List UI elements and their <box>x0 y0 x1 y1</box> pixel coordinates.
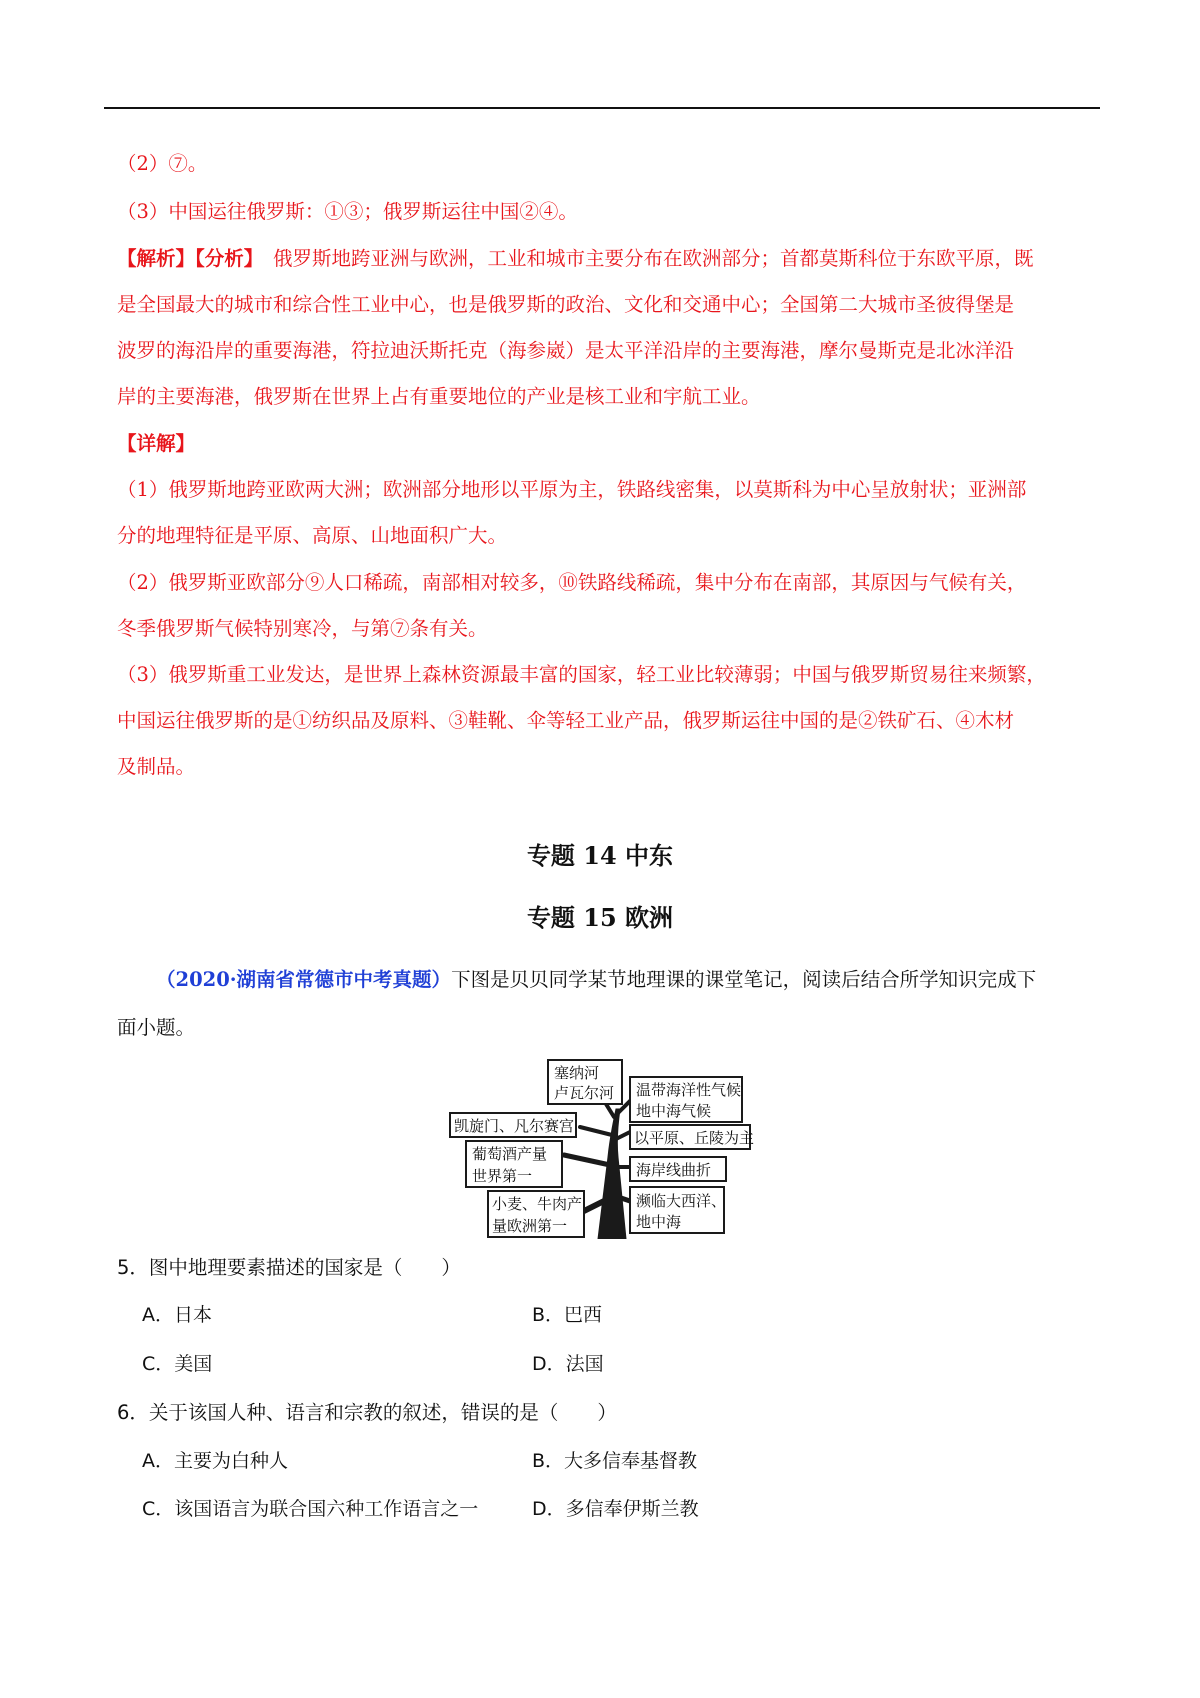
question-5 <box>117 1252 461 1280</box>
detail-p2-line-1: （2）俄罗斯亚欧部分⑨人口稀疏，南部相对较多，⑩铁路线稀疏，集中分布在南部，其原因与气候有关， <box>117 571 1027 594</box>
detail-p1-line-2: 分的地理特征是平原、高原、山地面积广大。 <box>117 524 508 547</box>
q5-option-c: C．美国 <box>142 1353 213 1375</box>
detail-p2-line-2: 冬季俄罗斯气候特别寒冷，与第⑦条有关。 <box>117 617 488 640</box>
q6-option-b: B．大多信奉基督教 <box>532 1450 698 1472</box>
label-seas-2: 地中海 <box>636 1213 682 1231</box>
label-climate-1: 温带海洋性气候 <box>636 1081 742 1099</box>
q5-option-d: D．法国 <box>532 1353 604 1375</box>
label-seas-1: 濒临大西洋、 <box>636 1192 727 1210</box>
analysis-line-1: 俄罗斯地跨亚洲与欧洲，工业和城市主要分布在欧洲部分；首都莫斯科位于东欧平原，既 <box>273 247 1034 270</box>
label-landmarks: 凯旋门、凡尔赛宫 <box>454 1117 575 1135</box>
intro-line-1 <box>156 964 1036 992</box>
label-coastline: 海岸线曲折 <box>636 1161 712 1179</box>
q6-option-a: A．主要为白种人 <box>142 1450 288 1472</box>
question-5-number: 5． <box>117 1256 149 1279</box>
label-seine: 塞纳河 <box>554 1064 600 1082</box>
q5-option-b: B．巴西 <box>532 1304 603 1326</box>
label-wheat-1: 小麦、牛肉产 <box>492 1195 583 1213</box>
question-source: （2020·湖南省常德市中考真题） <box>156 968 452 991</box>
question-5-stem: 图中地理要素描述的国家是（ ） <box>148 1256 461 1279</box>
label-wheat-2: 量欧洲第一 <box>492 1217 568 1235</box>
detail-p1-line-1: （1）俄罗斯地跨亚欧两大洲；欧洲部分地形以平原为主，铁路线密集，以莫斯科为中心呈放射状；亚洲部 <box>117 478 1027 501</box>
question-6-stem: 关于该国人种、语言和宗教的叙述，错误的是（ ） <box>148 1401 617 1424</box>
section-heading-15: 专题 15 欧洲 <box>526 903 674 932</box>
analysis-label: 【解析】【分析】 <box>117 247 264 270</box>
answer-3: （3）中国运往俄罗斯：①③；俄罗斯运往中国②④。 <box>117 200 578 223</box>
label-wine-2: 世界第一 <box>472 1167 533 1185</box>
label-climate-2: 地中海气候 <box>636 1102 712 1120</box>
france-notes-tree-diagram <box>448 1057 772 1239</box>
analysis-line-2: 是全国最大的城市和综合性工业中心，也是俄罗斯的政治、文化和交通中心；全国第二大城市圣彼得堡是 <box>117 293 1015 316</box>
detail-label: 【详解】 <box>117 432 196 455</box>
q5-option-a: A．日本 <box>142 1304 212 1326</box>
section-heading-14: 专题 14 中东 <box>526 841 674 870</box>
question-6-number: 6． <box>117 1401 149 1424</box>
detail-p3-line-2: 中国运往俄罗斯的是①纺织品及原料、③鞋靴、伞等轻工业产品，俄罗斯运往中国的是②铁矿石、④木材 <box>117 709 1015 732</box>
intro-text: 下图是贝贝同学某节地理课的课堂笔记，阅读后结合所学知识完成下 <box>451 968 1037 991</box>
analysis-line-4: 岸的主要海港，俄罗斯在世界上占有重要地位的产业是核工业和宇航工业。 <box>117 385 761 408</box>
q6-option-c: C．该国语言为联合国六种工作语言之一 <box>142 1498 479 1520</box>
detail-p3-line-3: 及制品。 <box>117 755 196 778</box>
label-wine-1: 葡萄酒产量 <box>472 1145 548 1163</box>
label-terrain: 以平原、丘陵为主 <box>634 1129 755 1147</box>
header-rule <box>104 107 1100 109</box>
detail-p3-line-1: （3）俄罗斯重工业发达，是世界上森林资源最丰富的国家，轻工业比较薄弱；中国与俄罗斯贸易往来频繁， <box>117 663 1046 686</box>
analysis-line-3: 波罗的海沿岸的重要海港，符拉迪沃斯托克（海参崴）是太平洋沿岸的主要海港，摩尔曼斯克是北冰洋沿 <box>117 339 1015 362</box>
intro-line-2: 面小题。 <box>117 1016 196 1039</box>
q6-option-d: D．多信奉伊斯兰教 <box>532 1498 699 1520</box>
label-loire: 卢瓦尔河 <box>554 1084 615 1102</box>
question-6 <box>117 1397 617 1425</box>
answer-2: （2）⑦。 <box>117 152 208 175</box>
